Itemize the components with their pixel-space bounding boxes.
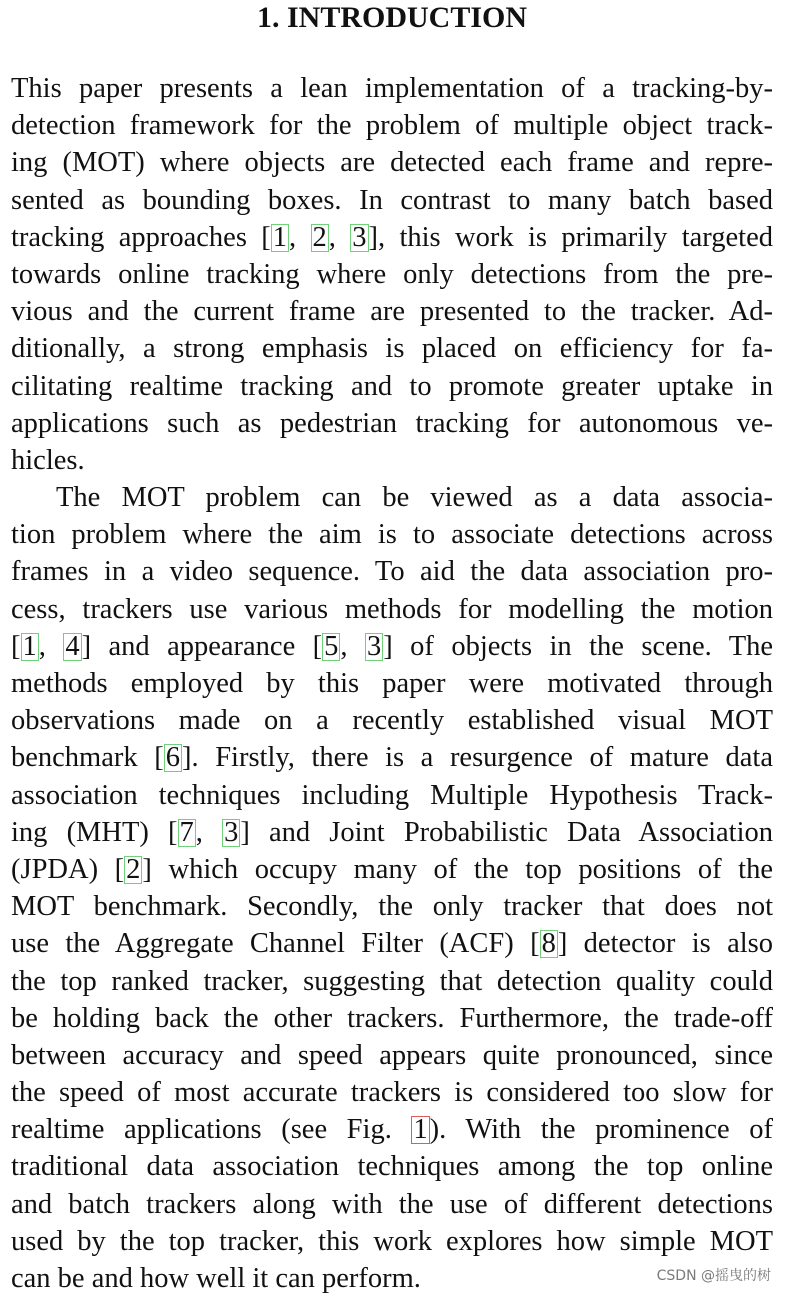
- text-line: association techniques including Multiple Hypothesis Track-: [11, 779, 773, 811]
- text-line: applications such as pedestrian tracking for autonomous ve-: [11, 407, 773, 439]
- text-line: [1, 4] and appearance [5, 3] of objects in the scene. The: [11, 630, 773, 662]
- text-line: The MOT problem can be viewed as a data associa-: [56, 482, 773, 514]
- text-line: towards online tracking where only detections from the pre-: [11, 258, 773, 290]
- text-line: use the Aggregate Channel Filter (ACF) [8] detector is also: [11, 928, 773, 960]
- citation-link[interactable]: 4: [65, 630, 80, 662]
- citation-link[interactable]: 1: [272, 221, 288, 253]
- text-line: cilitating realtime tracking and to promote greater uptake in: [11, 370, 773, 402]
- text-line: detection framework for the problem of multiple object track-: [11, 110, 773, 142]
- text-line: between accuracy and speed appears quite pronounced, since: [11, 1039, 773, 1071]
- text-line: MOT benchmark. Secondly, the only tracker that does not: [11, 891, 773, 923]
- text-line: traditional data association techniques among the top online: [11, 1151, 773, 1183]
- citation-link[interactable]: 7: [179, 816, 194, 848]
- citation-link[interactable]: 1: [22, 630, 37, 662]
- text-line: ing (MOT) where objects are detected each frame and repre-: [11, 147, 773, 179]
- section-heading: 1. INTRODUCTION: [256, 1, 528, 34]
- text-line: can be and how well it can perform.: [11, 1263, 421, 1294]
- watermark: CSDN @摇曳的树: [656, 1268, 771, 1284]
- citation-link[interactable]: 8: [541, 928, 556, 960]
- figure-reference-link[interactable]: 1: [413, 1114, 428, 1146]
- citation-link[interactable]: 5: [324, 630, 339, 662]
- text-line: vious and the current frame are presented to the tracker. Ad-: [11, 296, 773, 328]
- text-line: realtime applications (see Fig. 1). With the prominence of: [11, 1114, 773, 1146]
- text-line: the top ranked tracker, suggesting that detection quality could: [11, 965, 773, 997]
- text-line: be holding back the other trackers. Furthermore, the trade-off: [11, 1002, 773, 1034]
- text-line: ing (MHT) [7, 3] and Joint Probabilistic Data Association: [11, 816, 773, 848]
- text-line: observations made on a recently established visual MOT: [11, 705, 773, 737]
- text-line: used by the top tracker, this work explores how simple MOT: [11, 1225, 773, 1257]
- text-line: cess, trackers use various methods for modelling the motion: [11, 593, 773, 625]
- body-text: [11, 70, 773, 1297]
- text-line: tion problem where the aim is to associate detections across: [11, 519, 773, 551]
- text-line: (JPDA) [2] which occupy many of the top positions of the: [11, 853, 773, 885]
- text-line: sented as bounding boxes. In contrast to many batch based: [11, 184, 773, 216]
- paper-page: [11, 0, 773, 1297]
- text-line: This paper presents a lean implementation of a tracking-by-: [11, 73, 773, 104]
- text-line: and batch trackers along with the use of different detections: [11, 1188, 773, 1220]
- citation-link[interactable]: 2: [126, 853, 141, 885]
- citation-link[interactable]: 3: [224, 816, 239, 848]
- text-line: frames in a video sequence. To aid the data association pro-: [11, 556, 773, 588]
- citation-link[interactable]: 3: [352, 221, 367, 253]
- text-line: the speed of most accurate trackers is considered too slow for: [11, 1077, 773, 1109]
- citation-link[interactable]: 3: [366, 630, 382, 662]
- text-line: methods employed by this paper were motivated through: [11, 668, 773, 699]
- text-line: benchmark [6]. Firstly, there is a resurgence of mature data: [11, 742, 774, 774]
- text-line: tracking approaches [1, 2, 3], this work is primarily targeted: [11, 221, 773, 253]
- text-line: ditionally, a strong emphasis is placed on efficiency for fa-: [11, 333, 773, 365]
- citation-link[interactable]: 6: [165, 742, 180, 774]
- citation-link[interactable]: 2: [312, 221, 327, 253]
- text-line: hicles.: [11, 444, 85, 476]
